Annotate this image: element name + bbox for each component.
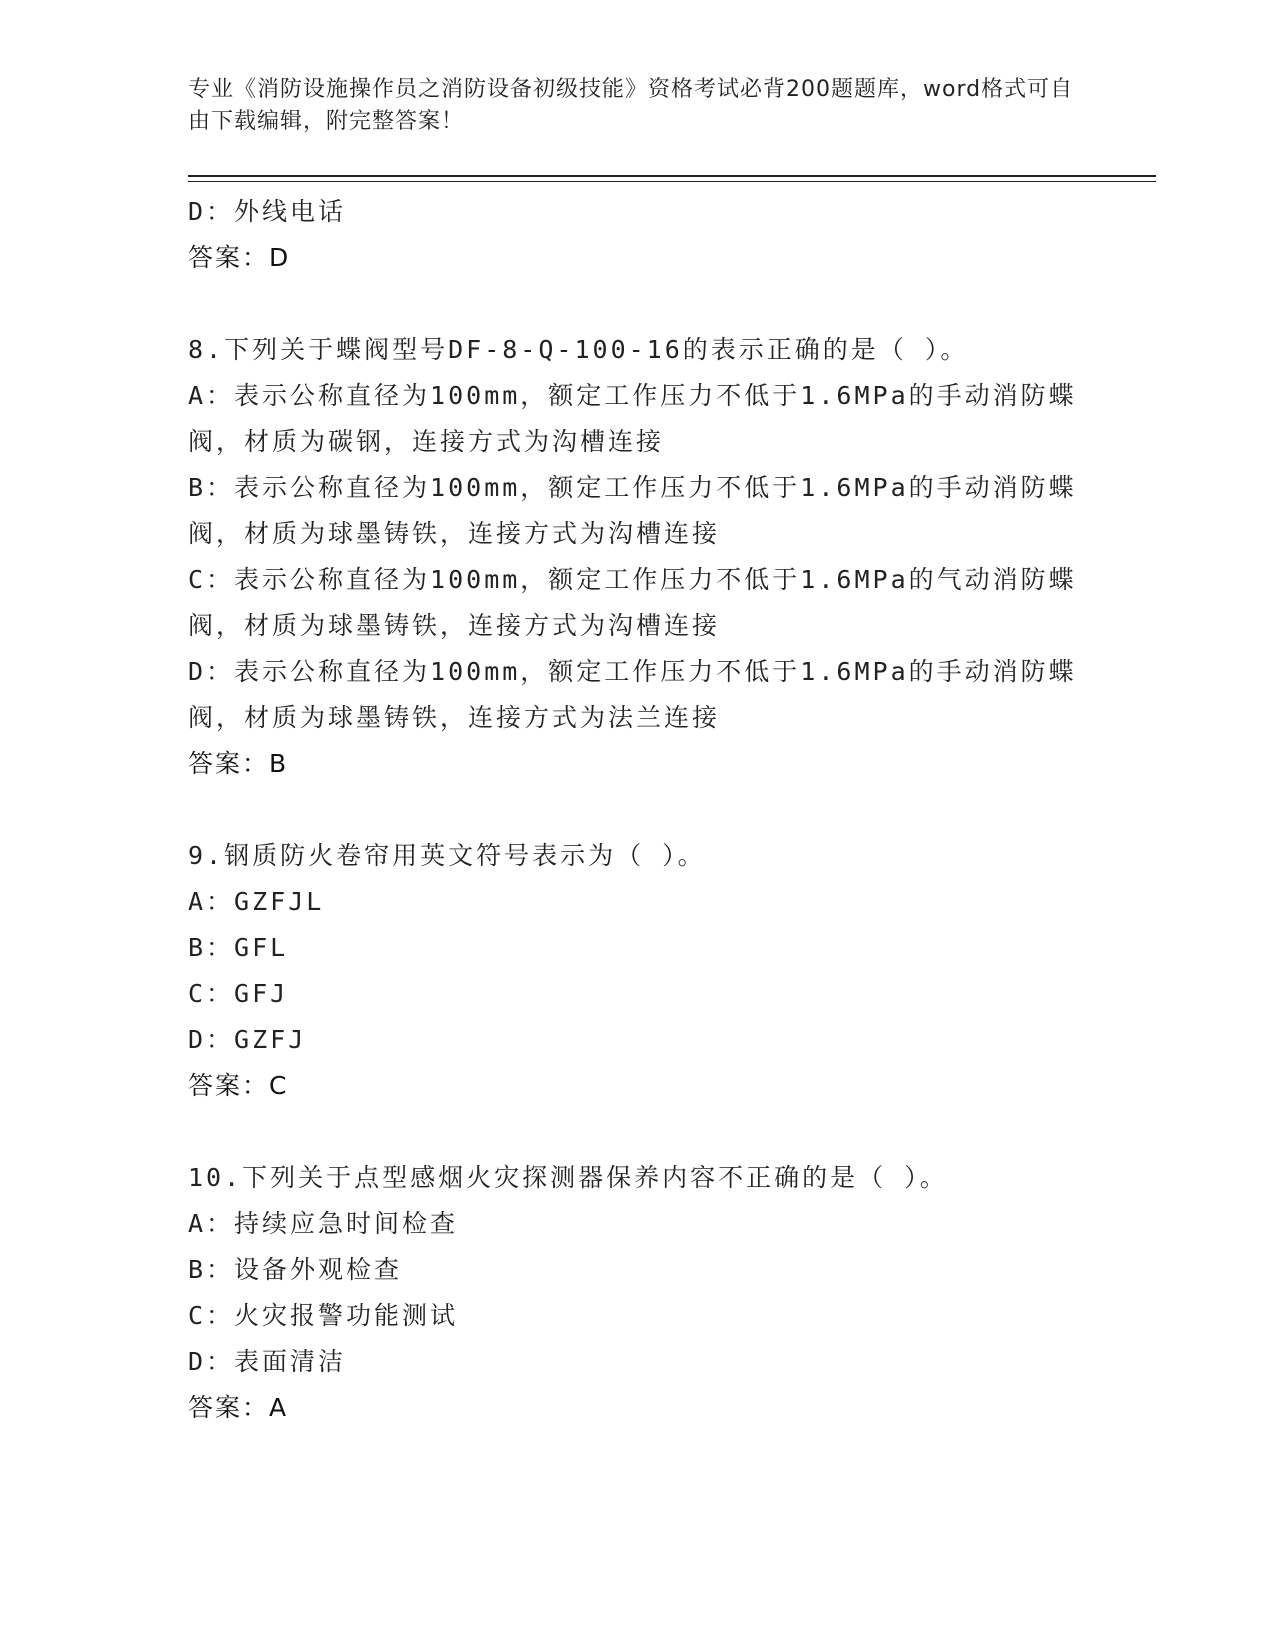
option-a: A：GZFJL xyxy=(188,887,325,916)
option-d: D：表面清洁 xyxy=(188,1347,347,1376)
option-a-line-2: 阀，材质为碳钢，连接方式为沟槽连接 xyxy=(188,427,665,456)
question-8 xyxy=(188,327,1088,787)
header-rule-thin xyxy=(188,181,1156,182)
option-b-line-2: 阀，材质为球墨铸铁，连接方式为沟槽连接 xyxy=(188,519,721,548)
question-stem: 9.钢质防火卷帘用英文符号表示为（ ）。 xyxy=(188,841,706,870)
option-a-line-1: A：表示公称直径为100mm，额定工作压力不低于1.6MPa的手动消防蝶 xyxy=(188,381,1077,410)
question-9 xyxy=(188,833,1088,1109)
question-answer: 答案：A xyxy=(188,1393,289,1422)
option-c-line-1: C：表示公称直径为100mm，额定工作压力不低于1.6MPa的气动消防蝶 xyxy=(188,565,1077,594)
question-stem: 10.下列关于点型感烟火灾探测器保养内容不正确的是（ ）。 xyxy=(188,1163,948,1192)
option-c: C：GFJ xyxy=(188,979,289,1008)
question-answer: 答案：C xyxy=(188,1071,289,1100)
option-d: D：GZFJ xyxy=(188,1025,307,1054)
option-a: A：持续应急时间检查 xyxy=(188,1209,459,1238)
option-b-line-1: B：表示公称直径为100mm，额定工作压力不低于1.6MPa的手动消防蝶 xyxy=(188,473,1077,502)
document-header: 专业《消防设施操作员之消防设备初级技能》资格考试必背200题题库，word格式可自由下载编辑，附完整答案！ xyxy=(188,77,1074,134)
question-stem: 8.下列关于蝶阀型号DF-8-Q-100-16的表示正确的是（ ）。 xyxy=(188,335,969,364)
option-c: C：火灾报警功能测试 xyxy=(188,1301,459,1330)
option-d-line-1: D：表示公称直径为100mm，额定工作压力不低于1.6MPa的手动消防蝶 xyxy=(188,657,1077,686)
option-b: B：设备外观检查 xyxy=(188,1255,403,1284)
document-body xyxy=(188,189,1088,1431)
question-answer: 答案：B xyxy=(188,749,289,778)
option-c-line-2: 阀，材质为球墨铸铁，连接方式为沟槽连接 xyxy=(188,611,721,640)
option-d-line-2: 阀，材质为球墨铸铁，连接方式为法兰连接 xyxy=(188,703,721,732)
prev-option-d: D：外线电话 xyxy=(188,197,347,226)
option-b: B：GFL xyxy=(188,933,289,962)
question-10 xyxy=(188,1155,1088,1431)
prev-answer: 答案：D xyxy=(188,243,291,272)
header-rule-thick xyxy=(188,175,1156,177)
